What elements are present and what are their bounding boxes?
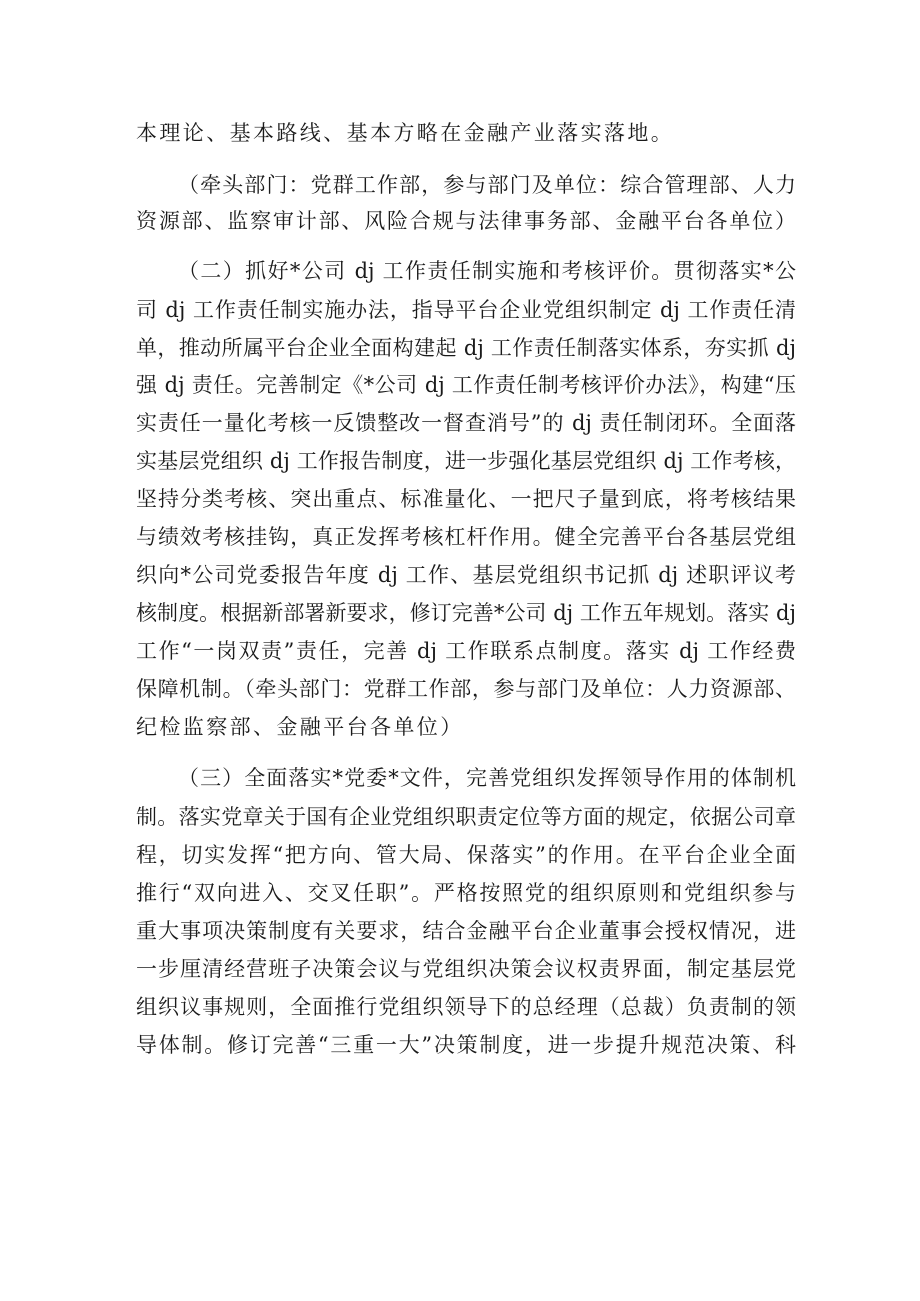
paragraph-line: 组织议事规则，全面推行党组织领导下的总经理（总裁）负责制的领 bbox=[136, 995, 796, 1019]
paragraph-line: 程，切实发挥“把方向、管大局、保落实”的作用。在平台企业全面 bbox=[136, 843, 796, 867]
paragraph-line: （牵头部门：党群工作部，参与部门及单位：综合管理部、人力 bbox=[178, 173, 796, 197]
paragraph-line: （三）全面落实*党委*文件，完善党组织发挥领导作用的体制机 bbox=[178, 766, 796, 790]
paragraph-line: 司 dj 工作责任制实施办法，指导平台企业党组织制定 dj 工作责任清 bbox=[136, 298, 796, 322]
paragraph-line: 实基层党组织 dj 工作报告制度，进一步强化基层党组织 dj 工作考核， bbox=[136, 449, 796, 473]
paragraph-line: （二）抓好*公司 dj 工作责任制实施和考核评价。贯彻落实*公 bbox=[178, 259, 796, 283]
paragraph-line: 保障机制。（牵头部门：党群工作部，参与部门及单位：人力资源部、 bbox=[136, 677, 796, 701]
paragraph-line: 制。落实党章关于国有企业党组织职责定位等方面的规定，依据公司章 bbox=[136, 805, 796, 829]
paragraph-line: 推行“双向进入、交叉任职”。严格按照党的组织原则和党组织参与 bbox=[136, 881, 796, 905]
paragraph-line: 坚持分类考核、突出重点、标准量化、一把尺子量到底，将考核结果 bbox=[136, 487, 796, 511]
paragraph-line: 与绩效考核挂钩，真正发挥考核杠杆作用。健全完善平台各基层党组 bbox=[136, 525, 796, 549]
paragraph-line: 单，推动所属平台企业全面构建起 dj 工作责任制落实体系，夯实抓 dj bbox=[136, 336, 796, 360]
paragraph-line: 一步厘清经营班子决策会议与党组织决策会议权责界面，制定基层党 bbox=[136, 957, 796, 981]
paragraph-line: 纪检监察部、金融平台各单位） bbox=[136, 715, 464, 739]
paragraph-line: 重大事项决策制度有关要求，结合金融平台企业董事会授权情况，进 bbox=[136, 919, 796, 943]
paragraph-line: 织向*公司党委报告年度 dj 工作、基层党组织书记抓 dj 述职评议考 bbox=[136, 563, 796, 587]
paragraph-line: 本理论、基本路线、基本方略在金融产业落实落地。 bbox=[136, 121, 675, 145]
paragraph-line: 工作“一岗双责”责任，完善 dj 工作联系点制度。落实 dj 工作经费 bbox=[136, 639, 796, 663]
paragraph-line: 核制度。根据新部署新要求，修订完善*公司 dj 工作五年规划。落实 dj bbox=[136, 601, 796, 625]
paragraph-line: 导体制。修订完善“三重一大”决策制度，进一步提升规范决策、科 bbox=[136, 1033, 796, 1057]
paragraph-line: 强 dj 责任。完善制定《*公司 dj 工作责任制考核评价办法》，构建“压 bbox=[136, 373, 796, 397]
paragraph-line: 实责任一量化考核一反馈整改一督查消号”的 dj 责任制闭环。全面落 bbox=[136, 411, 796, 435]
paragraph-line: 资源部、监察审计部、风险合规与法律事务部、金融平台各单位） bbox=[136, 209, 796, 233]
